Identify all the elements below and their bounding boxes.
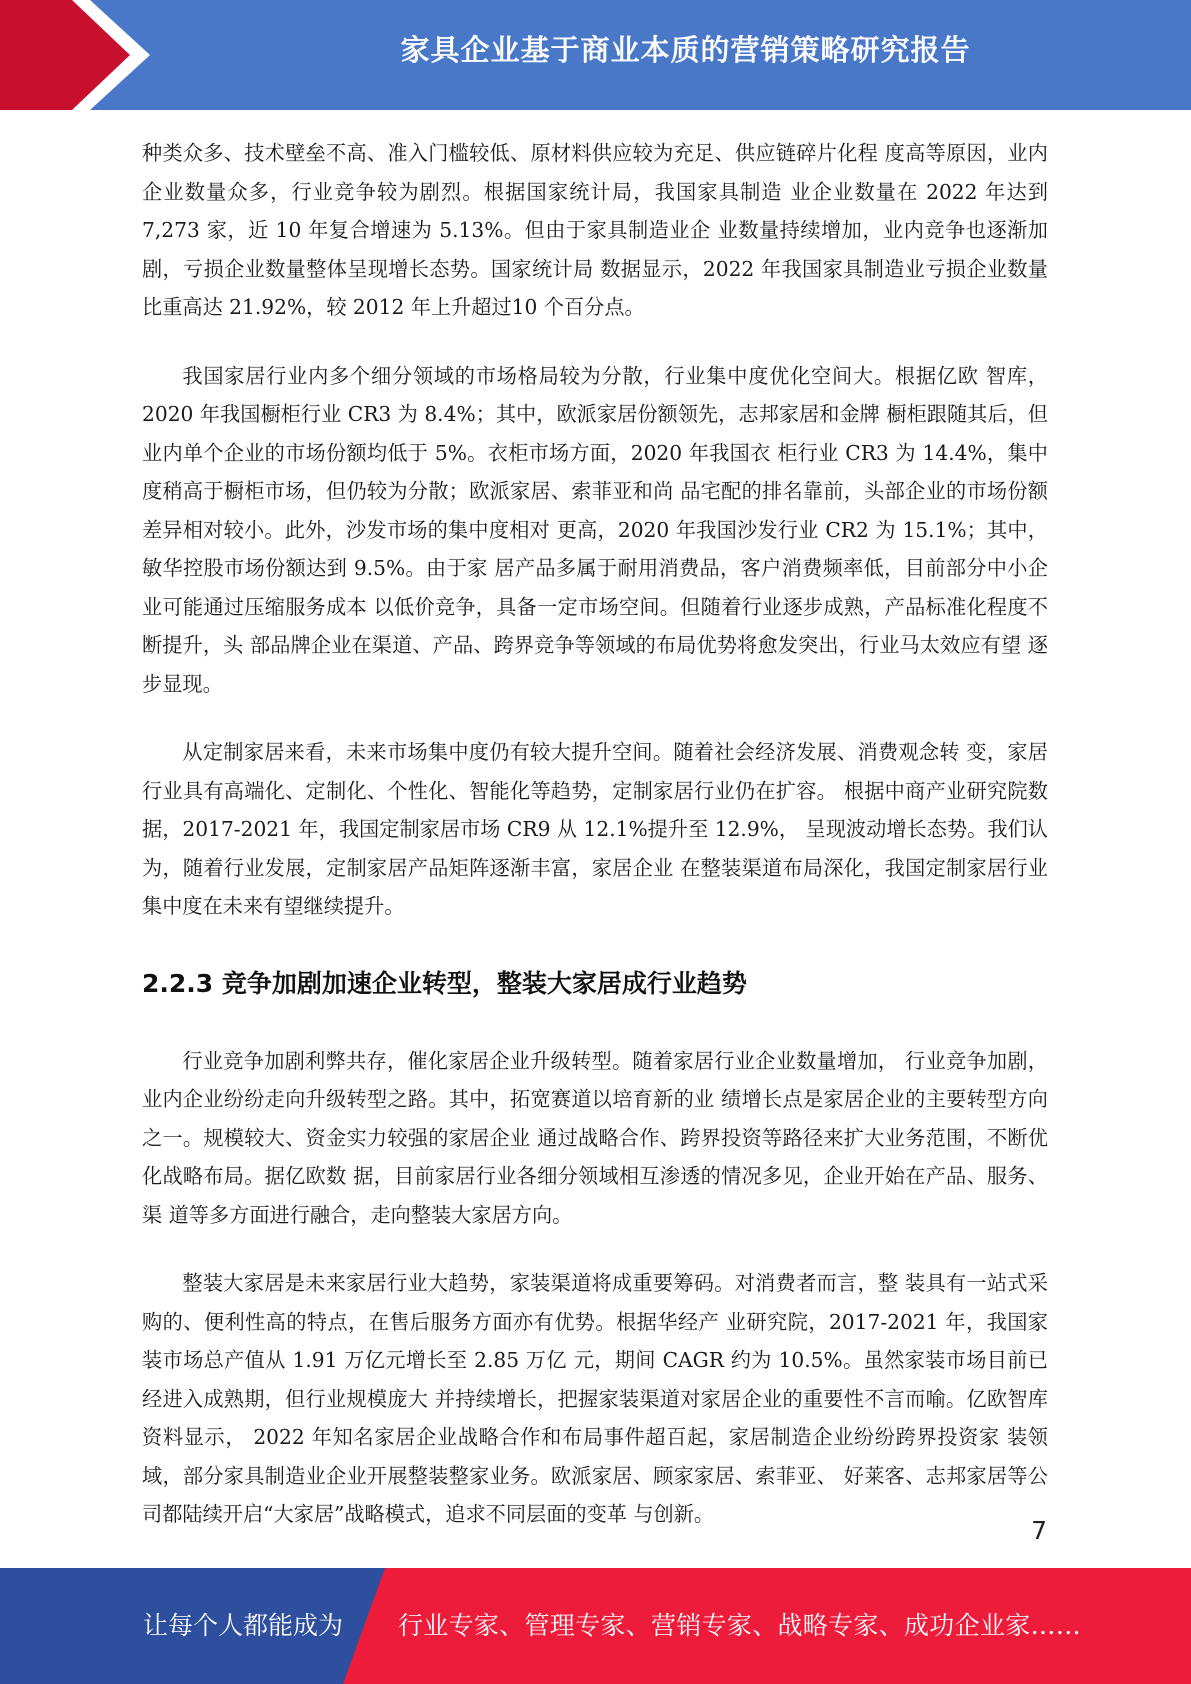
- page-footer: [0, 1568, 1191, 1684]
- paragraph-competition-transformation: 行业竞争加剧利弊共存，催化家居企业升级转型。随着家居行业企业数量增加， 行业竞争加剧，业内企业纷纷走向升级转型之路。其中，拓宽赛道以培育新的业 绩增长点是家居企业的主要转型方向之一。规模较大、资金实力较强的家居企业 通过战略合作、跨界投资等路径来扩大业务范围，不断优化战略布局。据亿欧数 据，目前家居行业各细分领域相互渗透的情况多见，企业开始在产品、服务、渠 道等多方面进行融合，走向整装大家居方向。: [142, 1048, 1048, 1227]
- page-number: 7: [1031, 1516, 1047, 1545]
- paragraph-market-structure: 我国家居行业内多个细分领域的市场格局较为分散，行业集中度优化空间大。根据亿欧 智库，2020 年我国橱柜行业 CR3 为 8.4%；其中，欧派家居份额领先，志邦家居和金牌 橱柜跟随其后，但业内单个企业的市场份额均低于 5%。衣柜市场方面，2020 年我国衣 柜行业 CR3 为 14.4%，集中度稍高于橱柜市场，但仍较为分散；欧派家居、索菲亚和尚 品宅配的排名靠前，头部企业的市场份额差异相对较小。此外，沙发市场的集中度相对 更高，2020 年我国沙发行业 CR2 为 15.1%；其中，敏华控股市场份额达到 9.5%。由于家 居产品多属于耐用消费品，客户消费频率低，目前部分中小企业可能通过压缩服务成本 以低价竞争，具备一定市场空间。但随着行业逐步成熟，产品标准化程度不断提升，头 部品牌企业在渠道、产品、跨界竞争等领域的布局优势将愈发突出，行业马太效应有望 逐步显现。: [142, 363, 1048, 696]
- report-title: 家具企业基于商业本质的营销策略研究报告: [400, 33, 971, 67]
- footer-slogan-right: 行业专家、管理专家、营销专家、战略专家、成功企业家……: [398, 1611, 1082, 1640]
- footer-slogan-left: 让每个人都能成为: [143, 1611, 344, 1640]
- header-arrow-decoration: [0, 0, 190, 110]
- document-body: [142, 134, 1055, 1564]
- section-heading: 2.2.3 竞争加剧加速企业转型，整装大家居成行业趋势: [142, 968, 747, 998]
- paragraph-home-decoration-trend: 整装大家居是未来家居行业大趋势，家装渠道将成重要筹码。对消费者而言，整 装具有一站式采购的、便利性高的特点，在售后服务方面亦有优势。根据华经产 业研究院，2017-2021 年，我国家装市场总产值从 1.91 万亿元增长至 2.85 万亿 元，期间 CAGR 约为 10.5%。虽然家装市场目前已经进入成熟期，但行业规模庞大 并持续增长，把握家装渠道对家居企业的重要性不言而喻。亿欧智库资料显示， 2022 年知名家居企业战略合作和布局事件超百起，家居制造企业纷纷跨界投资家 装领域，部分家具制造业企业开展整装整家业务。欧派家居、顾家家居、索菲亚、 好莱客、志邦家居等公司都陆续开启“大家居”战略模式，追求不同层面的变革 与创新。: [142, 1271, 1048, 1526]
- page-header: [0, 0, 1191, 110]
- paragraph-continued: 种类众多、技术壁垒不高、准入门槛较低、原材料供应较为充足、供应链碎片化程 度高等原因，业内企业数量众多，行业竞争较为剧烈。根据国家统计局，我国家具制造 业企业数量在 2022 年达到 7,273 家，近 10 年复合增速为 5.13%。但由于家具制造业企 业数量持续增加，业内竞争也逐渐加剧，亏损企业数量整体呈现增长态势。国家统计局 数据显示，2022 年我国家具制造业亏损企业数量比重高达 21.92%，较 2012 年上升超过10 个百分点。: [142, 141, 1055, 319]
- paragraph-custom-furniture: 从定制家居来看，未来市场集中度仍有较大提升空间。随着社会经济发展、消费观念转 变，家居行业具有高端化、定制化、个性化、智能化等趋势，定制家居行业仍在扩容。 根据中商产业研究院数据，2017-2021 年，我国定制家居市场 CR9 从 12.1%提升至 12.9%， 呈现波动增长态势。我们认为，随着行业发展，定制家居产品矩阵逐渐丰富，家居企业 在整装渠道布局深化，我国定制家居行业集中度在未来有望继续提升。: [142, 740, 1048, 918]
